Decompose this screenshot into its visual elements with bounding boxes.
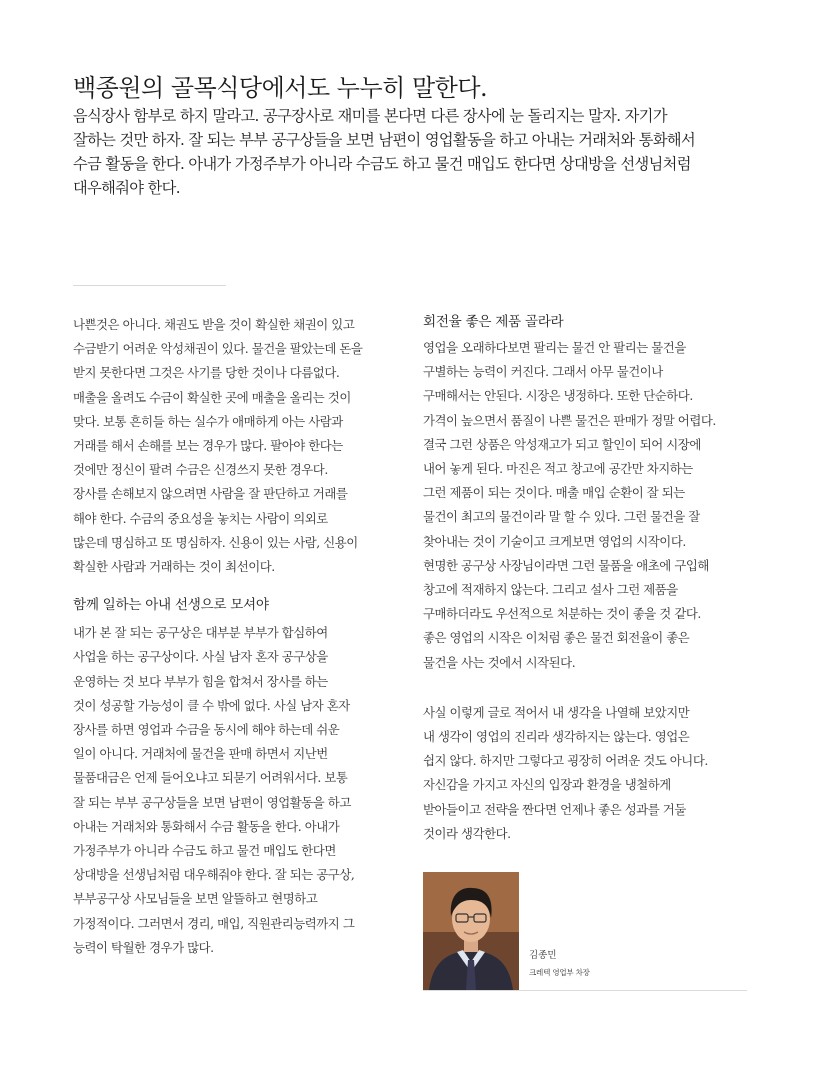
lead-paragraph [73,104,763,200]
text-line: 많은데 명심하고 또 명심하자. 신용이 있는 사람, 신용이 [73,534,358,550]
text-line: 가정적이다. 그러면서 경리, 매입, 직원관리능력까지 그 [73,915,355,931]
lead-line: 대우해줘야 한다. [73,179,180,197]
text-line: 맞다. 보통 흔히들 하는 실수가 애매하게 아는 사람과 [73,413,343,429]
lead-line: 잘하는 것만 하자. 잘 되는 부부 공구상들을 보면 남편이 영업활동을 하고 아내는 거래처와 통화해서 [73,131,696,149]
text-line: 가정주부가 아니라 수금도 하고 물건 매입도 한다면 [73,843,336,859]
article-headline: 백종원의 골목식당에서도 누누히 말한다. [73,74,488,102]
text-line: 내어 놓게 된다. 마진은 적고 창고에 공간만 차지하는 [423,461,693,477]
text-line: 영업을 오래하다보면 팔리는 물건 안 팔리는 물건을 [423,340,686,355]
text-line: 내 생각이 영업의 진리라 생각하지는 않는다. 영업은 [423,729,690,745]
right-paragraph-1 [423,336,753,675]
text-line: 사실 이렇게 글로 적어서 내 생각을 나열해 보았지만 [423,704,690,720]
text-line: 것이라 생각한다. [423,825,511,841]
text-line: 받아들이고 전략을 짠다면 언제나 좋은 성과를 거둘 [423,801,686,817]
paragraph-gap [423,675,753,701]
right-column [423,311,753,846]
left-paragraph-2 [73,621,403,960]
text-line: 아내는 거래처와 통화해서 수금 활동을 한다. 아내가 [73,818,340,834]
text-line: 수금받기 어려운 악성채권이 있다. 물건을 팔았는데 돈을 [73,341,363,357]
text-line: 쉽지 않다. 하지만 그렇다고 굉장히 어려운 것도 아니다. [423,753,708,769]
text-line: 자신감을 가지고 자신의 입장과 환경을 냉철하게 [423,777,671,793]
text-line: 사업을 하는 공구상이다. 사실 남자 혼자 공구상을 [73,649,328,665]
text-line: 현명한 공구상 사장님이라면 그런 물품을 애초에 구입해 [423,557,709,573]
text-line: 창고에 적재하지 않는다. 그리고 설사 그런 제품을 [423,582,678,598]
author-profile [423,872,747,991]
text-line: 장사를 손해보지 않으려면 사람을 잘 판단하고 거래를 [73,486,348,502]
left-paragraph-1 [73,313,403,579]
text-line: 잘 되는 부부 공구상들을 보면 남편이 영업활동을 하고 [73,794,351,810]
author-photo [423,872,519,990]
text-line: 부부공구상 사모님들을 보면 알뜰하고 현명하고 [73,891,318,907]
text-line: 해야 한다. 수금의 중요성을 놓치는 사람이 의외로 [73,510,328,526]
text-line: 구매하더라도 우선적으로 처분하는 것이 좋을 것 같다. [423,606,701,622]
text-line: 내가 본 잘 되는 공구상은 대부분 부부가 합심하여 [73,625,328,641]
section-subheading: 회전율 좋은 제품 골라라 [423,314,564,330]
text-line: 받지 못한다면 그것은 사기를 당한 것이나 다름없다. [73,365,340,381]
text-line: 능력이 탁월한 경우가 많다. [73,939,214,955]
right-paragraph-2 [423,701,753,846]
text-line: 확실한 사람과 거래하는 것이 최선이다. [73,559,275,575]
text-line: 구매해서는 안된다. 시장은 냉정하다. 또한 단순하다. [423,388,693,404]
left-column [73,313,403,960]
section-divider [73,285,226,286]
text-line: 찾아내는 것이 기술이고 크게보면 영업의 시작이다. [423,533,686,549]
text-line: 상대방을 선생님처럼 대우해줘야 한다. 잘 되는 공구상, [73,867,355,883]
text-line: 물품대금은 언제 들어오냐고 되묻기 어려워서다. 보통 [73,770,348,786]
text-line: 운영하는 것 보다 부부가 힘을 합쳐서 장사를 하는 [73,673,328,689]
text-line: 일이 아니다. 거래처에 물건을 판매 하면서 지난번 [73,746,328,762]
lead-line: 수금 활동을 한다. 아내가 가정주부가 아니라 수금도 하고 물건 매입도 한다면 상대방을 선생님처럼 [73,155,691,173]
text-line: 좋은 영업의 시작은 이처럼 좋은 물건 회전율이 좋은 [423,630,690,646]
text-line: 그런 제품이 되는 것이다. 매출 매입 순환이 잘 되는 [423,485,685,501]
text-line: 구별하는 능력이 커진다. 그래서 아무 물건이나 [423,364,663,380]
text-line: 것이 성공할 가능성이 클 수 밖에 없다. 사실 남자 혼자 [73,697,350,713]
text-line: 가격이 높으면서 품질이 나쁜 물건은 판매가 정말 어렵다. [423,412,716,428]
text-line: 거래를 해서 손해를 보는 경우가 많다. 팔아야 한다는 [73,438,343,454]
lead-line: 음식장사 함부로 하지 말라고. 공구장사로 재미를 본다면 다른 장사에 눈 돌리지는 말자. 자기가 [73,107,667,125]
text-line: 물건이 최고의 물건이라 말 할 수 있다. 그런 물건을 잘 [423,509,700,525]
text-line: 나쁜것은 아니다. 채권도 받을 것이 확실한 채권이 있고 [73,317,355,332]
text-line: 물건을 사는 것에서 시작된다. [423,654,576,670]
text-line: 장사를 하면 영업과 수금을 동시에 해야 하는데 쉬운 [73,722,340,738]
text-line: 결국 그런 상품은 악성재고가 되고 할인이 되어 시장에 [423,436,701,452]
section-subheading: 함께 일하는 아내 선생으로 모셔야 [73,597,269,614]
author-title: 크레텍 영업부 차장 [529,968,590,977]
text-line: 것에만 정신이 팔려 수금은 신경쓰지 못한 경우다. [73,462,328,478]
text-line: 매출을 올려도 수금이 확실한 곳에 매출을 올리는 것이 [73,389,351,405]
author-name: 김종민 [529,950,557,961]
